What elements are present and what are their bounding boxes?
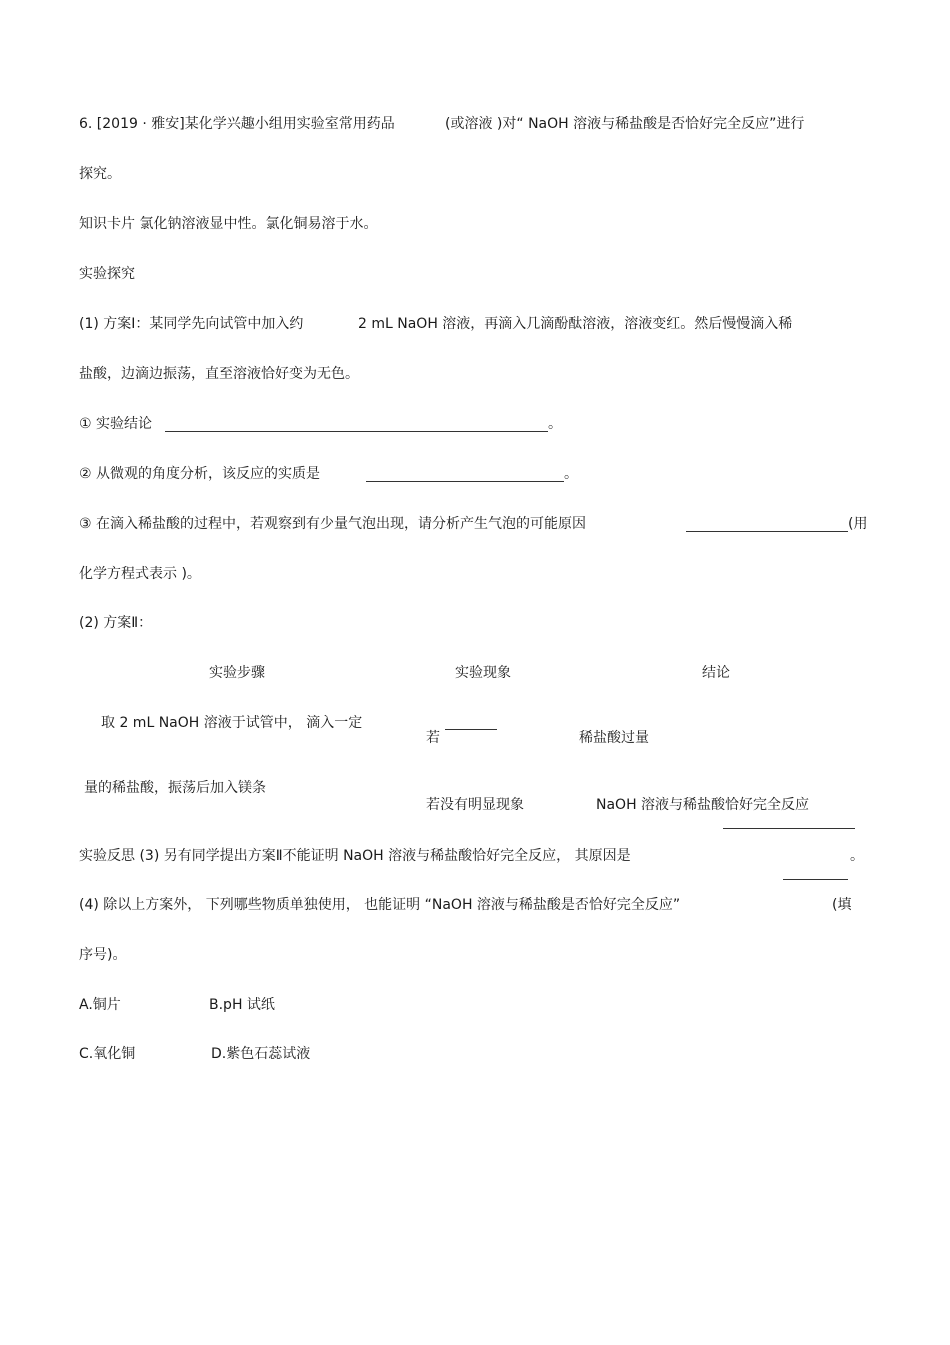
table-header-steps: 实验步骤 — [209, 665, 265, 681]
question-header-continuation: 探究。 — [79, 166, 121, 182]
table-step-line1: 取 2 mL NaOH 溶液于试管中， 滴入一定 — [101, 715, 363, 731]
plan1-line2: 盐酸，边滴边振荡，直至溶液恰好变为无色。 — [79, 366, 359, 382]
experiment-heading: 实验探究 — [79, 266, 135, 282]
sub3-continuation: 化学方程式表示 )。 — [79, 566, 201, 582]
table-row1-conclusion: 稀盐酸过量 — [579, 730, 649, 746]
sub1-end: 。 — [548, 416, 562, 432]
sub3-answer-blank[interactable] — [686, 531, 848, 532]
reflection-q3-blank[interactable] — [723, 828, 855, 829]
sub3-end: (用 — [848, 516, 868, 532]
reflection-q4-blank[interactable] — [783, 879, 848, 880]
table-row2-conclusion: NaOH 溶液与稀盐酸恰好完全反应 — [596, 797, 810, 813]
reflection-q4-end: (填 — [832, 897, 852, 913]
reflection-q3-text: 实验反思 (3) 另有同学提出方案Ⅱ不能证明 NaOH 溶液与稀盐酸恰好完全反应， 其原因是 — [79, 848, 631, 864]
sub1-label: ① 实验结论 — [79, 416, 153, 432]
reflection-q4-continuation: 序号)。 — [79, 947, 127, 963]
question-header-part1: 6. [2019 · 雅安]某化学兴趣小组用实验室常用药品 — [79, 116, 395, 132]
plan1-line1-a: (1) 方案Ⅰ：某同学先向试管中加入约 — [79, 316, 304, 332]
option-d: D.紫色石蕊试液 — [211, 1046, 311, 1062]
table-header-phenomenon: 实验现象 — [455, 665, 511, 681]
knowledge-card: 知识卡片 氯化钠溶液显中性。氯化铜易溶于水。 — [79, 216, 378, 232]
table-step-line2: 量的稀盐酸，振荡后加入镁条 — [84, 780, 266, 796]
option-a: A.铜片 — [79, 997, 121, 1013]
sub2-answer-blank[interactable] — [366, 481, 564, 482]
table-row1-phenomenon-blank[interactable] — [445, 729, 497, 730]
reflection-q3-end: 。 — [850, 848, 864, 864]
option-c: C.氧化铜 — [79, 1046, 136, 1062]
plan2-label: (2) 方案Ⅱ： — [79, 615, 153, 631]
table-header-conclusion: 结论 — [702, 665, 730, 681]
table-row2-phenomenon: 若没有明显现象 — [426, 797, 524, 813]
question-header-part2: (或溶液 )对“ NaOH 溶液与稀盐酸是否恰好完全反应”进行 — [445, 116, 805, 132]
sub2-label: ② 从微观的角度分析，该反应的实质是 — [79, 466, 320, 482]
sub3-label: ③ 在滴入稀盐酸的过程中，若观察到有少量气泡出现，请分析产生气泡的可能原因 — [79, 516, 586, 532]
option-b: B.pH 试纸 — [209, 997, 275, 1013]
sub2-end: 。 — [564, 466, 578, 482]
reflection-q4-text: (4) 除以上方案外， 下列哪些物质单独使用， 也能证明 “NaOH 溶液与稀盐酸是否恰好完全反应” — [79, 897, 681, 913]
sub1-answer-blank[interactable] — [165, 431, 548, 432]
plan1-line1-b: 2 mL NaOH 溶液，再滴入几滴酚酞溶液，溶液变红。然后慢慢滴入稀 — [358, 316, 793, 332]
table-row1-phenomenon: 若 — [426, 730, 440, 746]
